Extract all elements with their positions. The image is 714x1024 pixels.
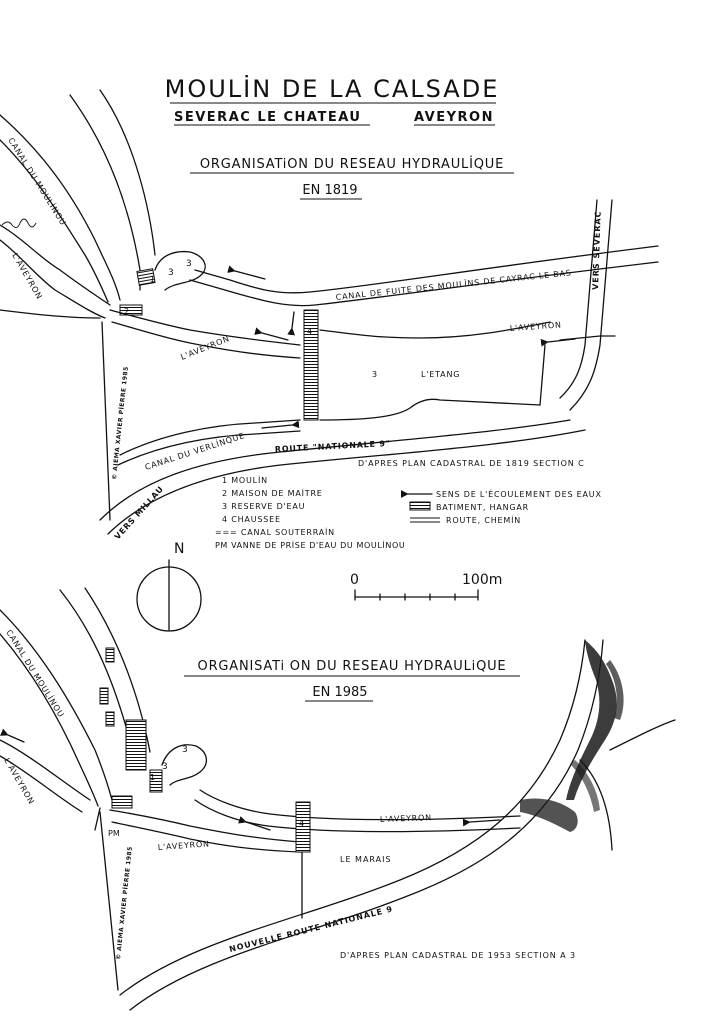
field-edge-1985-west xyxy=(100,812,118,990)
aveyron-mid-1985-b xyxy=(195,800,520,832)
map1985-heading: ORGANISATi ON DU RESEAU HYDRAULiQUE xyxy=(197,659,507,674)
building-1985-d xyxy=(126,720,146,770)
legend-item-2: 2 MAISON DE MAİTRE xyxy=(222,489,323,498)
num-etang-1819: 3 xyxy=(372,370,378,379)
canal-moulinou-bank-b xyxy=(0,140,108,302)
source-1819: D'APRES PLAN CADASTRAL DE 1819 SECTION C xyxy=(358,459,585,468)
label-vers-millau: VERS MILLAU xyxy=(112,484,166,542)
flow-arrow-1985-mid xyxy=(470,820,500,822)
flow-arrow-1985-left xyxy=(8,735,24,742)
label-aveyron-mid-1985: L'AVEYRON xyxy=(157,839,211,852)
road-west xyxy=(0,310,100,318)
vegetation-mass xyxy=(520,640,624,832)
label-aveyron-left-1819: L'AVEYRON xyxy=(10,251,45,302)
sheet-title: MOULİN DE LA CALSADE xyxy=(164,75,500,103)
flow-arrow-fuite xyxy=(235,271,265,279)
legend-building-label: BATIMENT, HANGAR xyxy=(436,503,530,512)
legend xyxy=(215,475,602,550)
building-1985-c xyxy=(106,712,114,726)
num-reserve-1819-a: 3 xyxy=(168,268,174,278)
road-severac-b xyxy=(560,200,597,398)
vegetation-3 xyxy=(520,799,578,833)
num-chaussee-1985: 4 xyxy=(299,819,305,828)
legend-flow-label: SENS DE L'ÉCOULEMENT DES EAUX xyxy=(436,490,602,499)
flow-arrow-chaussee xyxy=(292,312,294,328)
map-1819 xyxy=(0,90,658,541)
num-moulin-1819: 1 xyxy=(150,275,156,284)
place-left: SEVERAC LE CHATEAU xyxy=(174,110,362,125)
aveyron-right-b xyxy=(540,345,545,405)
pm-connector xyxy=(95,808,100,830)
aveyron-mid-1985-a xyxy=(200,790,520,820)
aveyron-mid-b xyxy=(112,322,300,358)
label-pm: PM xyxy=(108,829,120,838)
river-squiggle xyxy=(2,219,36,228)
label-nouvelle-route: NOUVELLE ROUTE NATIONALE 9 xyxy=(228,904,395,954)
label-aveyron-right-1819: L'AVEYRON xyxy=(509,320,563,333)
label-etang: L'ETANG xyxy=(421,370,461,379)
road-severac-a xyxy=(570,200,612,410)
flow-arrow-mid xyxy=(262,333,288,340)
etang-bottom xyxy=(320,399,540,420)
map1819-year: EN 1819 xyxy=(302,183,358,198)
legend-item-6: PM VANNE DE PRİSE D'EAU DU MOULİNOU xyxy=(215,541,406,550)
num-moulin-1985: 1 xyxy=(150,773,156,782)
flow-arrow-verlinque xyxy=(262,425,292,428)
north-label: N xyxy=(174,541,185,557)
building-1985-f xyxy=(112,796,132,808)
label-canal-fuite: CANAL DE FUITE DES MOULİNS DE CAYRAC LE BAS xyxy=(335,268,573,302)
scale-bar xyxy=(350,572,502,600)
building-1985-b xyxy=(100,688,108,704)
field-edge-1819 xyxy=(102,322,110,520)
label-aveyron-left-1985: L'AVEYRON xyxy=(2,756,37,807)
map1985-year: EN 1985 xyxy=(312,685,368,700)
num-reserve-1985: 3 xyxy=(182,745,188,755)
label-canal-moulinou-1985: CANAL DU MOULİNOU xyxy=(4,628,66,720)
label-marais: LE MARAIS xyxy=(340,855,392,864)
road-north-1985-a xyxy=(60,590,135,760)
label-canal-moulinou-1819: CANAL DU MOULİNOU xyxy=(6,136,68,228)
source-1985: D'APRES PLAN CADASTRAL DE 1953 SECTION A 3 xyxy=(340,951,576,960)
north-arrow xyxy=(137,541,201,631)
label-canal-verlinque: CANAL DU VERLİNQUE xyxy=(143,431,247,472)
aiema-credit-1819: © AIEMA XAVIER PİERRE 1985 xyxy=(111,365,130,481)
label-aveyron-mid-1819: L'AVEYRON xyxy=(179,334,232,362)
num-chaussee-1819: 4 xyxy=(307,327,313,336)
num-maison-1819: 2 xyxy=(124,307,130,316)
label-route-n9: ROUTE "NATIONALE 9" xyxy=(274,438,391,454)
building-1985-a xyxy=(106,648,114,662)
legend-building-symbol xyxy=(410,502,430,510)
place-right: AVEYRON xyxy=(414,110,494,125)
label-vers-severac: VERS SEVERAC xyxy=(591,210,603,291)
legend-item-4: 4 CHAUSSEE xyxy=(222,515,281,524)
road-fork-1985-b xyxy=(610,720,675,750)
road-north-b xyxy=(100,90,155,255)
label-aveyron-right-1985: L'AVEYRON xyxy=(379,813,433,824)
map-1985 xyxy=(0,588,675,1010)
legend-item-3: 3 RESERVE D'EAU xyxy=(222,502,306,511)
scale-start: 0 xyxy=(350,572,359,588)
map1819-heading: ORGANISATiON DU RESEAU HYDRAULİQUE xyxy=(199,157,505,172)
legend-item-5: === CANAL SOUTERRAİN xyxy=(215,528,335,537)
scale-end: 100m xyxy=(462,572,503,588)
num-reserve-1819-b: 3 xyxy=(186,259,192,269)
legend-road-label: ROUTE, CHEMİN xyxy=(446,516,522,525)
num-reserve-1985-b: 3 xyxy=(162,762,168,772)
aiema-credit-1985: © AIEMA XAVIER PİERRE 1985 xyxy=(115,845,134,961)
legend-item-1: 1 MOULİN xyxy=(222,476,268,485)
